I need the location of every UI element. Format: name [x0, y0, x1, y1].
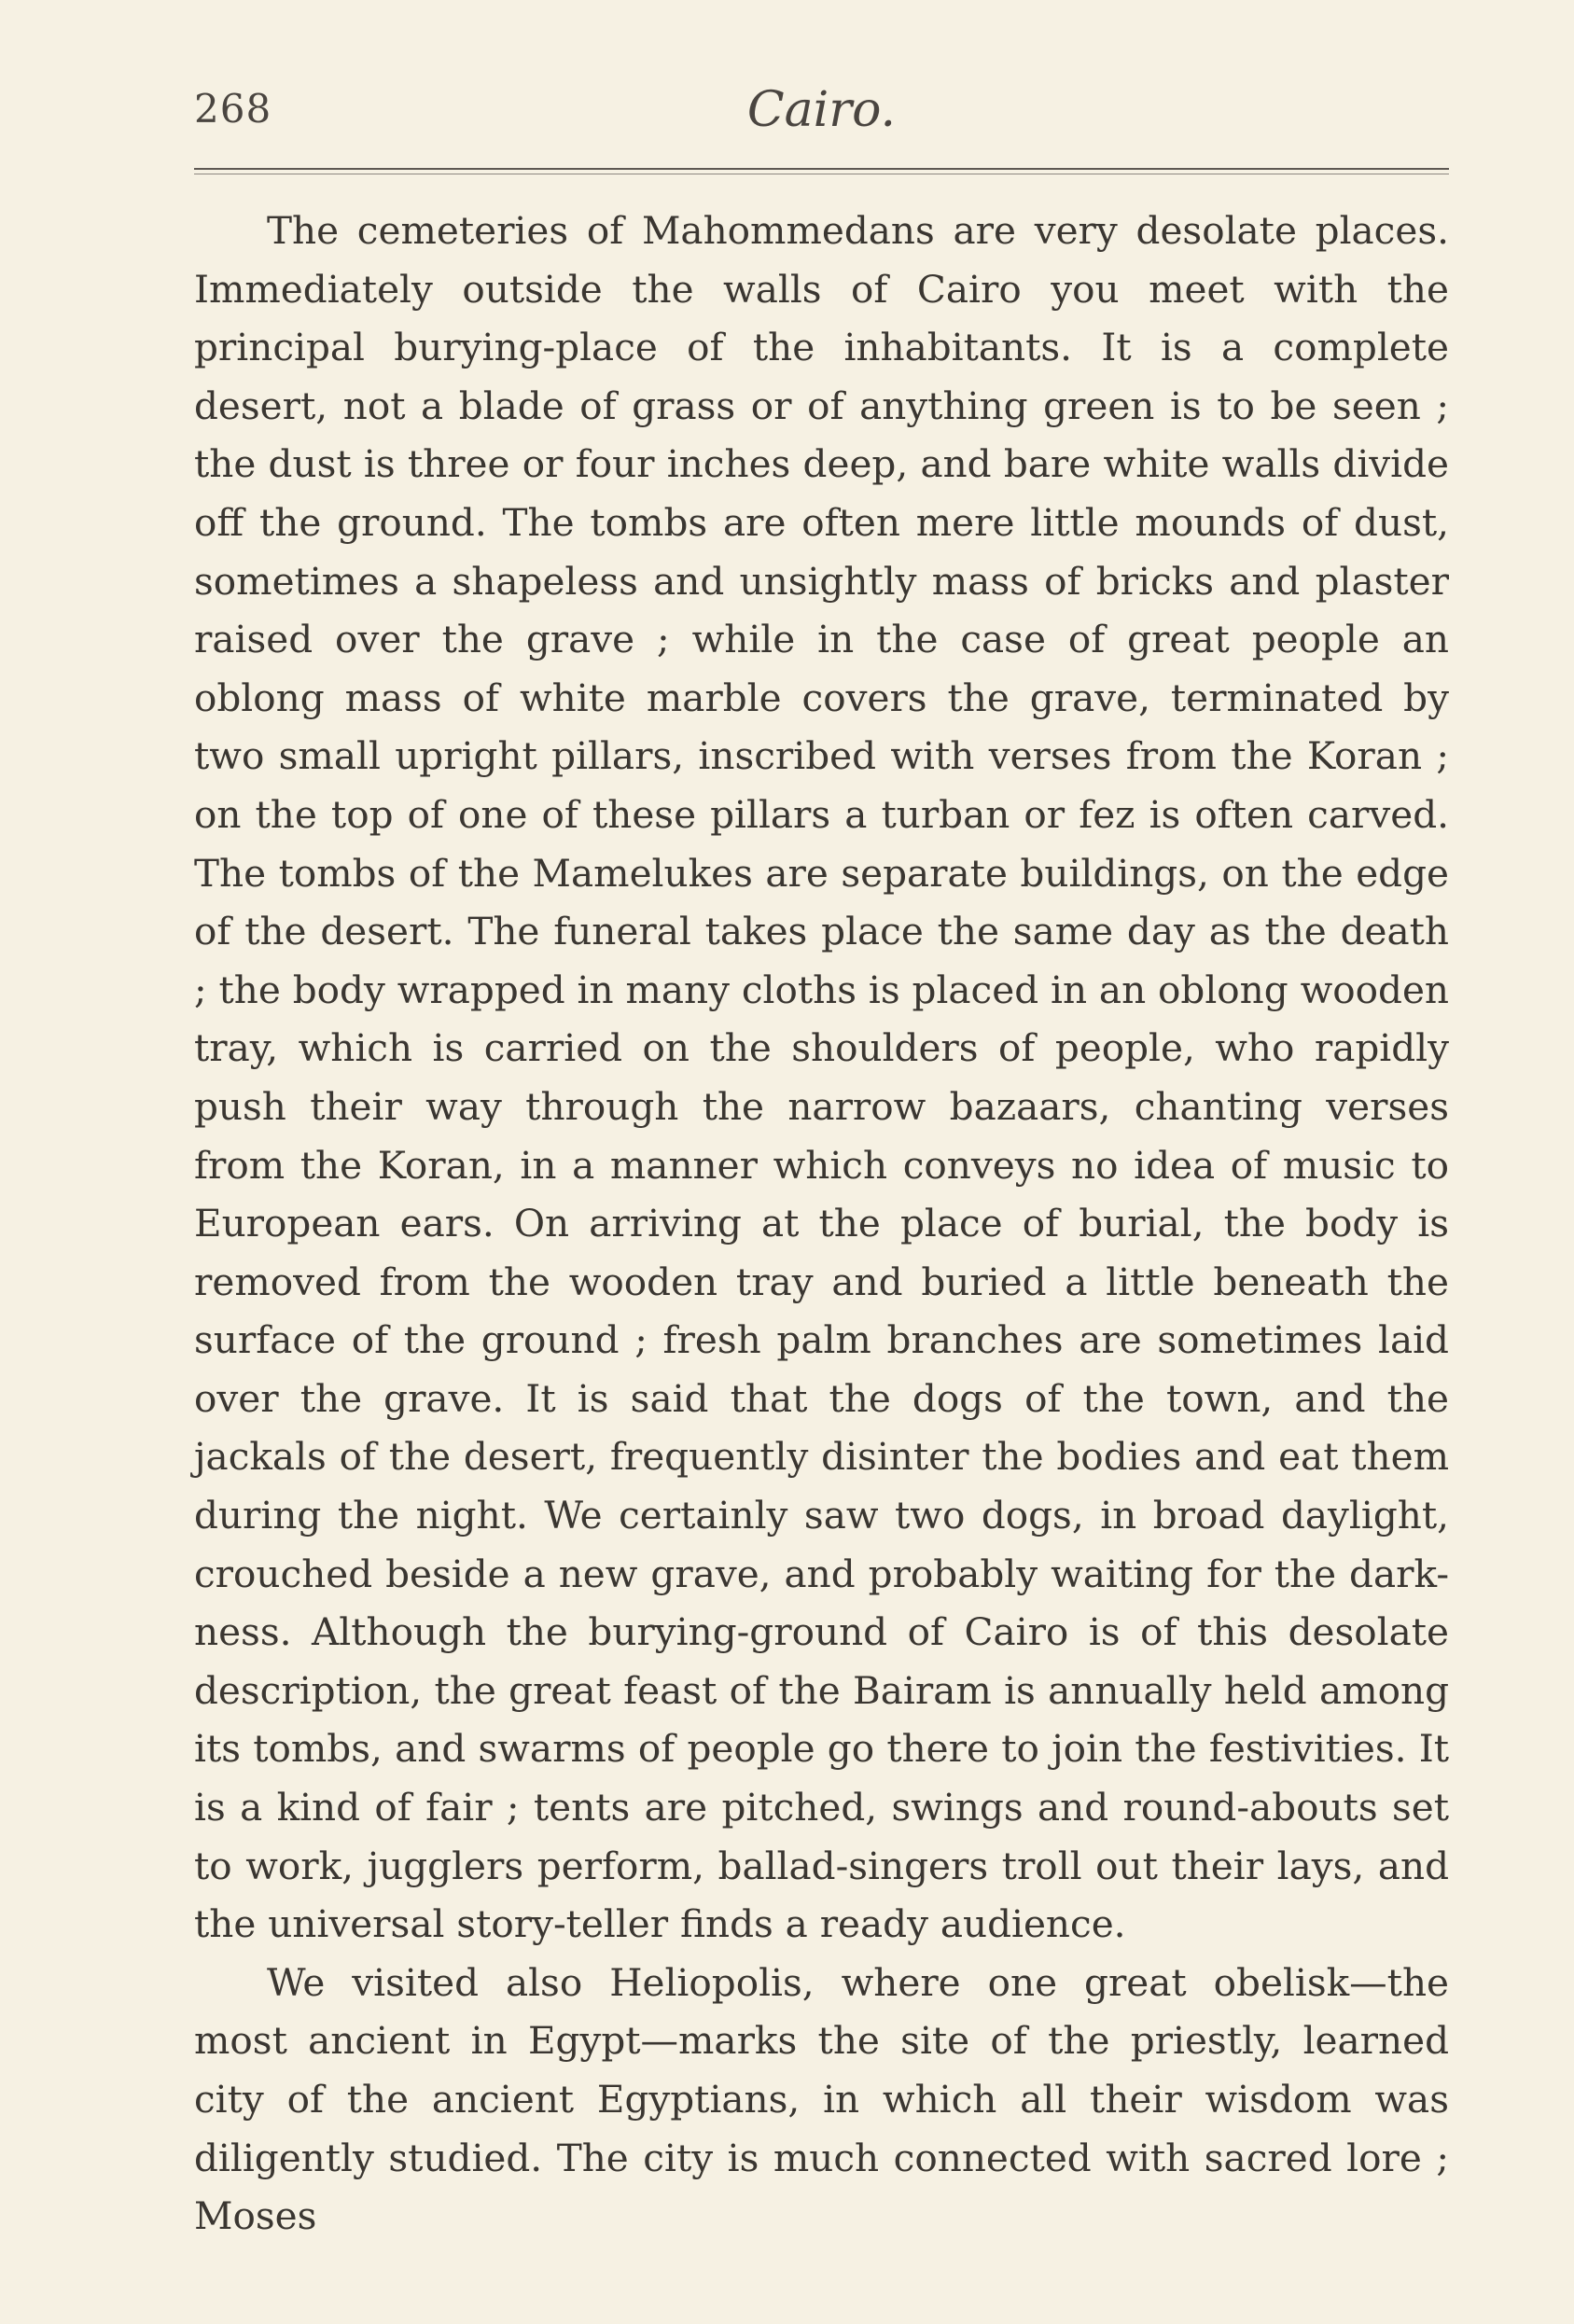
running-title: Cairo.: [746, 82, 897, 138]
page-number: 268: [194, 86, 272, 132]
header-rule: [194, 168, 1449, 170]
paragraph-2: We visited also Heliopolis, where one great obelisk—the most ancient in Egypt—marks the site of the priestly, learned city of the ancient Egyptians, in which all their wisdom was diligently studied. The city is much connected with sacred lore ; Moses: [194, 1959, 1449, 2239]
body-text: [194, 202, 1449, 2246]
paragraph-1: The cemeteries of Mahommedans are very desolate places. Immediately outside the walls of Cairo you meet with the principal burying-place of the inhabitants. It is a complete desert, not a blade of grass or of anything green is to be seen ; the dust is three or four inches deep, and bare white walls divide off the ground. The tombs are often mere little mounds of dust, sometimes a shapeless and unsightly mass of bricks and plaster raised over the grave ; while in the case of great people an oblong mass of white marble covers the grave, terminated by two small upright pillars, inscribed with verses from the Koran ; on the top of one of these pillars a turban or fez is often carved. The tombs of the Mamelukes are separate buildings, on the edge of the desert. The funeral takes place the same day as the death ; the body wrapped in many cloths is placed in an oblong wooden tray, which is carried on the shoulders of people, who rapidly push their way through the narrow bazaars, chanting verses from the Koran, in a manner which conveys no idea of music to European ears. On arriving at the place of burial, the body is removed from the wooden tray and buried a little beneath the surface of the ground ; fresh palm branches are sometimes laid over the grave. It is said that the dogs of the town, and the jackals of the desert, frequently disinter the bodies and eat them during the night. We certainly saw two dogs, in broad daylight, crouched beside a new grave, and probably waiting for the dark-ness. Although the burying-ground of Cairo is of this desolate description, the great feast of the Bairam is annually held among its tombs, and swarms of people go there to join the festivities. It is a kind of fair ; tents are pitched, swings and round-abouts set to work, jugglers perform, ballad-singers troll out their lays, and the universal story-teller finds a ready audience.: [194, 208, 1449, 1947]
paragraph-list: [194, 202, 1449, 2246]
page-header: [194, 82, 1449, 157]
